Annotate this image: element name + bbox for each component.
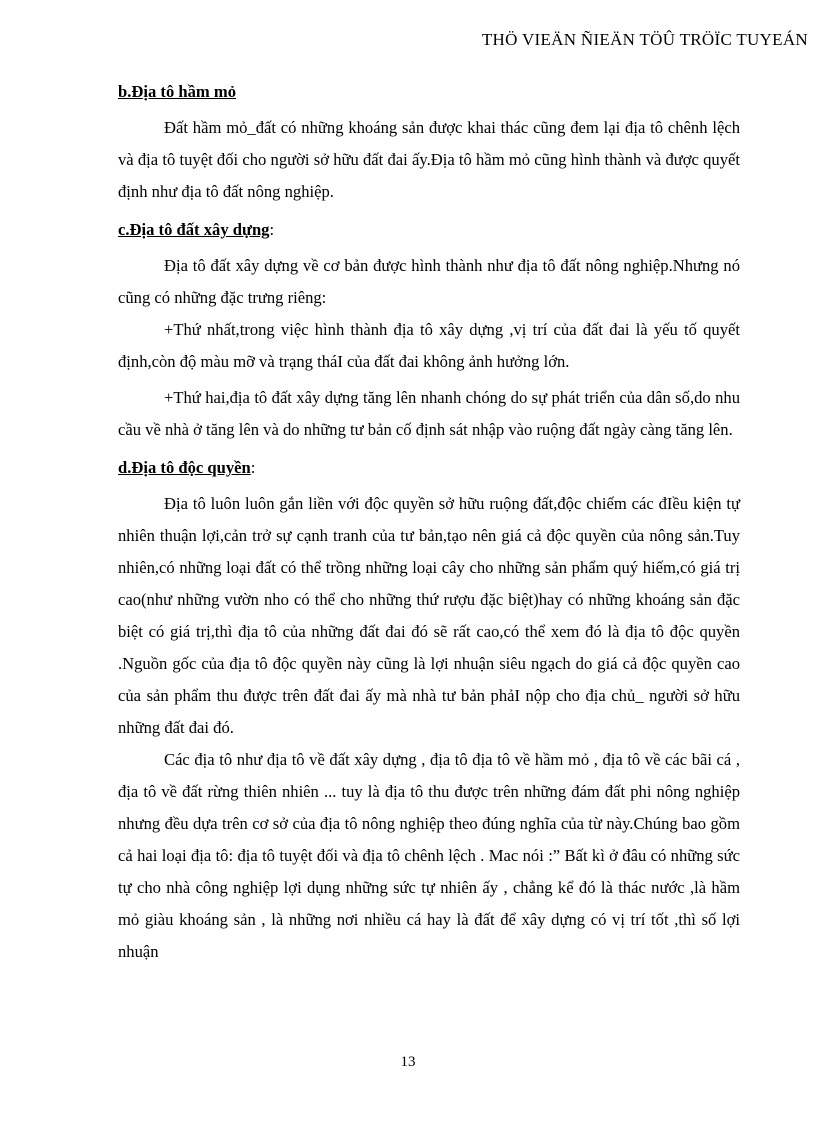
section-b-heading-line — [118, 76, 740, 108]
section-c-heading-colon: : — [269, 220, 275, 239]
section-d-heading-colon: : — [250, 458, 256, 477]
section-b-heading: b.Địa tô hầm mỏ — [118, 82, 237, 101]
section-d-heading: d.Địa tô độc quyền — [118, 458, 251, 477]
section-c-paragraph-first: +Thứ nhất,trong việc hình thành địa tô xây dựng ,vị trí của đất đai là yếu tố quyết định,còn độ màu mỡ và trạng tháI của đất đai không ảnh hưởng lớn. — [118, 320, 740, 371]
section-d-paragraph-continued: Các địa tô như địa tô về đất xây dựng , địa tô địa tô về hầm mỏ , địa tô về các bãi cá , địa tô về đất rừng thiên nhiên ... tuy là địa tô thu được trên những đám đất phi nông nghiệp nhưng đều dựa trên cơ sở của địa tô nông nghiệp theo đúng nghĩa của từ này.Chúng bao gồm cả hai loại địa tô: địa tô tuyệt đối và địa tô chênh lệch . Mac nói :” Bất kì ở đâu có những sức tự cho nhà công nghiệp lợi dụng những sức tự nhiên ấy , chẳng kể đó là thác nước ,là hầm mỏ giàu khoáng sản , là những nơi nhiều cá hay là đất để xây dựng có vị trí tốt ,thì số lợi nhuận — [118, 750, 740, 961]
section-d-paragraph-main: Địa tô luôn luôn gắn liền với độc quyền sở hữu ruộng đất,độc chiếm các đIều kiện tự nhiên thuận lợi,cản trở sự cạnh tranh của tư bản,tạo nên giá cả độc quyền của nông sản.Tuy nhiên,có những loại đất có thể trồng những loại cây cho những sản phẩm quý hiếm,có giá trị cao(như những vườn nho có thể cho những thứ rượu đặc biệt)hay có những khoáng sản đặc biệt có giá trị,thì địa tô của những đất đai đó sẽ rất cao,có thể xem đó là địa tô độc quyền .Nguồn gốc của địa tô độc quyền này cũng là lợi nhuận siêu ngạch do giá cả độc quyền cao của sản phẩm thu được trên đất đai ấy mà nhà tư bản phảI nộp cho địa chủ_ người sở hữu những đất đai đó. — [118, 494, 740, 737]
running-header: THÖ VIEÄN ÑIEÄN TÖÛ TRÖÏC TUYEÁN — [481, 30, 808, 49]
section-c-heading-line — [118, 214, 740, 246]
document-body — [118, 76, 740, 968]
section-c-heading: c.Địa tô đất xây dựng — [118, 220, 270, 239]
page-number: 13 — [400, 1054, 416, 1070]
section-c-paragraph-intro: Địa tô đất xây dựng về cơ bản được hình thành như địa tô đất nông nghiệp.Nhưng nó cũng có những đặc trưng riêng: — [118, 256, 740, 307]
section-c-paragraph-second: +Thứ hai,địa tô đất xây dựng tăng lên nhanh chóng do sự phát triển của dân số,do nhu cầu về nhà ở tăng lên và do những tư bản cố định sát nhập vào ruộng đất ngày càng tăng lên. — [118, 388, 740, 439]
section-d-heading-line — [118, 452, 740, 484]
section-b-paragraph: Đất hầm mỏ_đất có những khoáng sản được khai thác cũng đem lại địa tô chênh lệch và địa tô tuyệt đối cho người sở hữu đất đai ấy.Địa tô hầm mỏ cũng hình thành và được quyết định như địa tô đất nông nghiệp. — [118, 118, 740, 201]
